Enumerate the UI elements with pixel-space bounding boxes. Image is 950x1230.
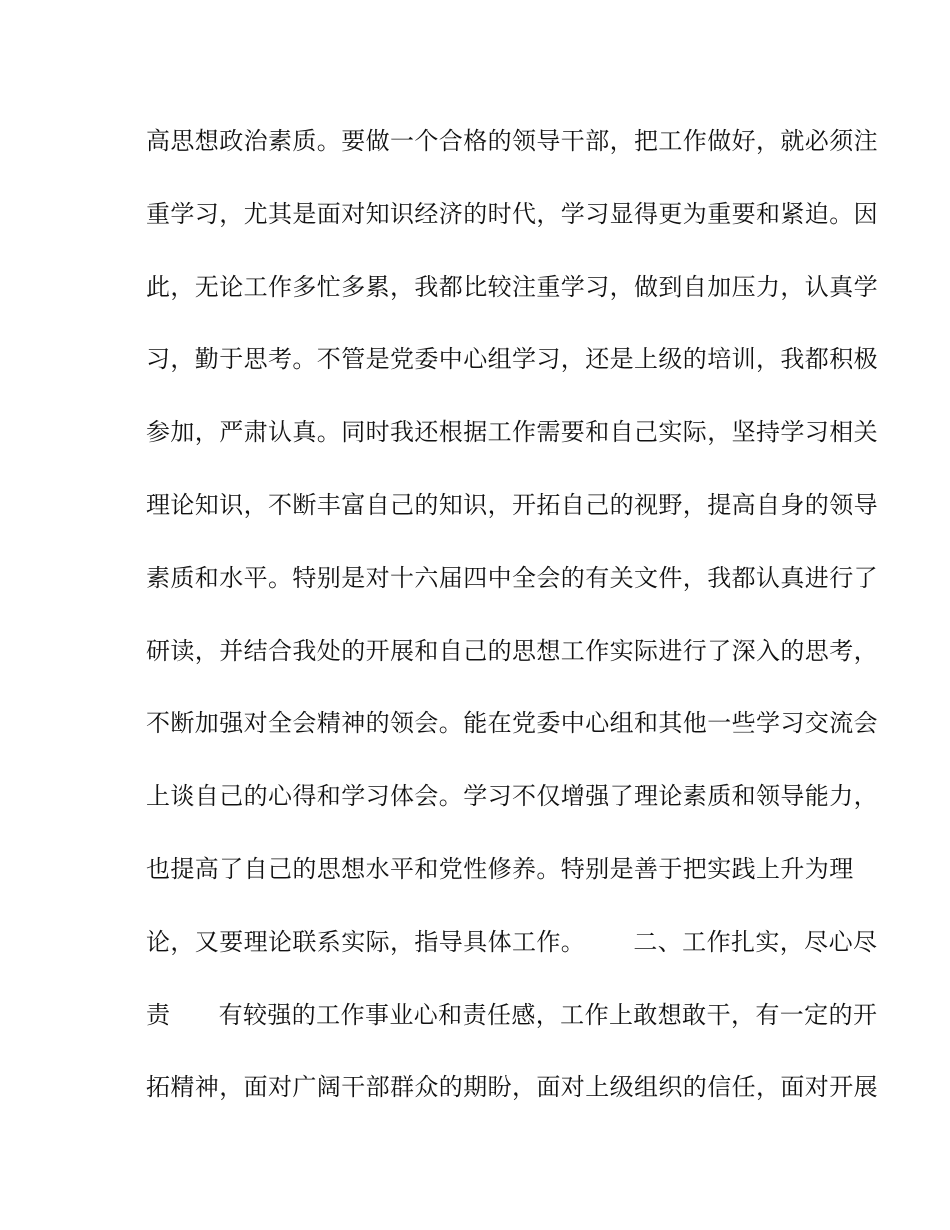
text-line: 此，无论工作多忙多累，我都比较注重学习，做到自加压力，认真学: [146, 272, 878, 301]
text-line: 拓精神，面对广阔干部群众的期盼，面对上级组织的信任，面对开展: [146, 1073, 878, 1102]
text-line: 参加，严肃认真。同时我还根据工作需要和自己实际，坚持学习相关: [146, 418, 878, 447]
document-body: [146, 118, 878, 1137]
text-line: 不断加强对全会精神的领会。能在党委中心组和其他一些学习交流会: [146, 709, 878, 738]
text-line: 研读，并结合我处的开展和自己的思想工作实际进行了深入的思考，: [146, 636, 878, 665]
text-line: 素质和水平。特别是对十六届四中全会的有关文件，我都认真进行了: [146, 563, 878, 592]
text-line: 责 有较强的工作事业心和责任感，工作上敢想敢干，有一定的开: [146, 1000, 878, 1029]
text-line: 也提高了自己的思想水平和党性修养。特别是善于把实践上升为理: [146, 854, 854, 883]
text-line: 习，勤于思考。不管是党委中心组学习，还是上级的培训，我都积极: [146, 345, 878, 374]
text-line: 论，又要理论联系实际，指导具体工作。 二、工作扎实，尽心尽: [146, 927, 878, 956]
text-line: 上谈自己的心得和学习体会。学习不仅增强了理论素质和领导能力，: [146, 782, 878, 811]
text-line: 高思想政治素质。要做一个合格的领导干部，把工作做好，就必须注: [146, 127, 878, 155]
text-line: 重学习，尤其是面对知识经济的时代，学习显得更为重要和紧迫。因: [146, 199, 878, 228]
text-line: 理论知识，不断丰富自己的知识，开拓自己的视野，提高自身的领导: [146, 490, 878, 519]
